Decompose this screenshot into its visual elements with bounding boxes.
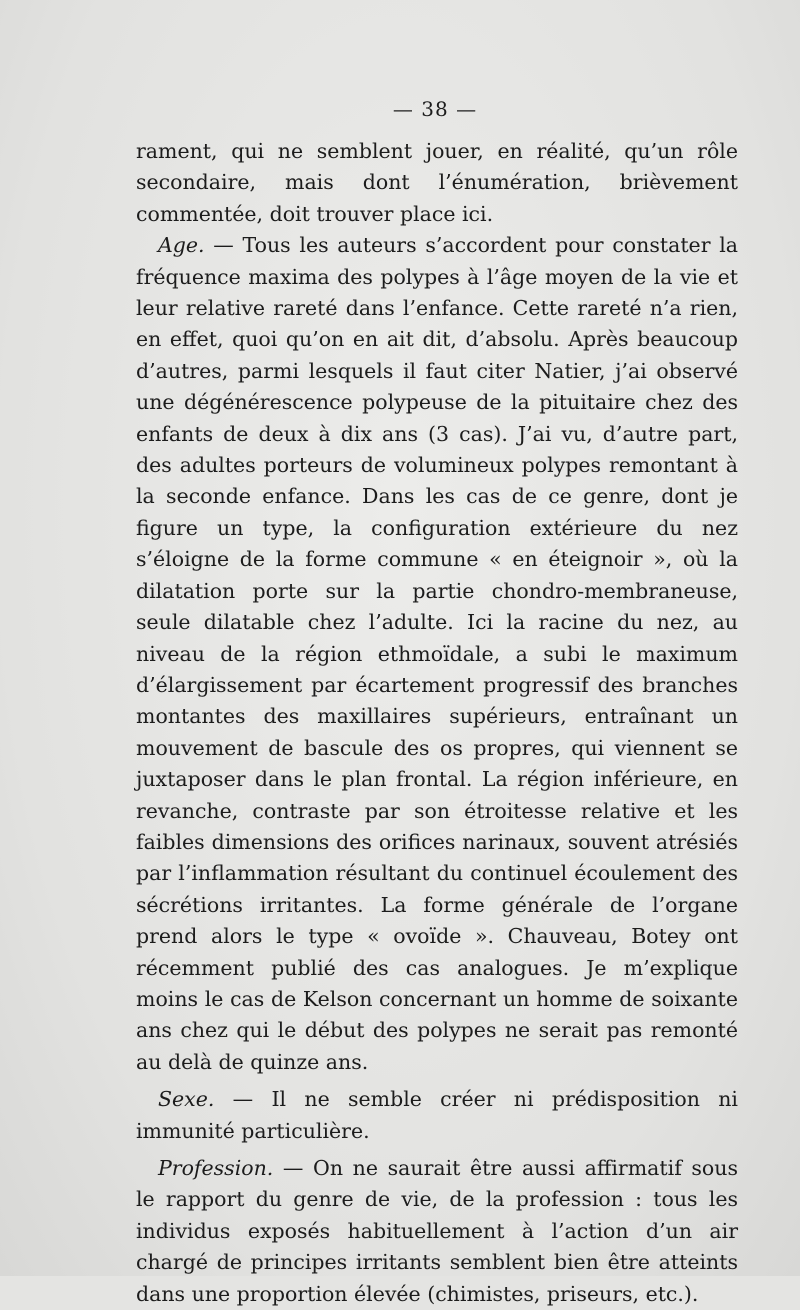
paragraph-text: rament, qui ne semblent jouer, en réalité, qu’un rôle secondaire, mais dont l’énumération, brièvement commentée, doit trouver place ici. [136, 139, 738, 226]
page-number: — 38 — [392, 97, 478, 121]
paragraph-text: — Il ne semble créer ni prédisposition ni immunité particulière. [136, 1087, 738, 1143]
section-lead-profession: Profession. [158, 1156, 274, 1180]
section-lead-age: Age. [158, 233, 205, 258]
paragraph-sexe [136, 1084, 738, 1147]
section-lead-sexe: Sexe. [158, 1087, 215, 1112]
paragraph-text: — Tous les auteurs s’accordent pour constater la fréquence maxima des polypes à l’âge moyen de la vie et leur relative rareté dans l’enfance. Cette rareté n’a rien, en effet, quoi qu’on en ait dit, d’absolu. Après beaucoup d’autres, parmi lesquels il faut citer Natier, j’ai observé une dégénérescence polypeuse de la pituitaire chez des enfants de deux à dix ans (3 cas). J’ai vu, d’autre part, des adultes porteurs de volumineux polypes remontant à la seconde enfance. Dans les cas de ce genre, dont je figure un type, la configuration extérieure du nez s’éloigne de la forme commune « en éteignoir », où la dilatation porte sur la partie chondro-membraneuse, seule dilatable chez l’adulte. Ici la racine du nez, au niveau de la région ethmoïdale, a subi le maximum d’élargissement par écartement progressif des branches montantes des maxillaires supérieurs, entraînant un mouvement de bascule des os propres, qui viennent se juxtaposer dans le plan frontal. La région inférieure, en revanche, contraste par son étroitesse relative et les faibles dimensions des orifices narinaux, souvent atrésiés par l’inflammation résultant du continuel écoulement des sécrétions irritantes. La forme générale de l’organe prend alors le type « ovoïde ». Chauveau, Botey ont récemment publié des cas analogues. Je m’explique moins le cas de Kelson concernant un homme de soixante ans chez qui le début des polypes ne serait pas remonté au delà de quinze ans. [136, 233, 738, 1074]
paragraph-profession [136, 1153, 738, 1310]
paragraph-continuation [136, 136, 738, 230]
paragraph-age [136, 230, 738, 1078]
paragraph-text: — On ne saurait être aussi affirmatif sous le rapport du genre de vie, de la profession : tous les individus exposés habituellement à l’action d’un air chargé de principes irritants semblent bien être atteints dans une proportion élevée (chimistes, priseurs, etc.). [136, 1156, 738, 1306]
body-text [136, 136, 738, 1310]
